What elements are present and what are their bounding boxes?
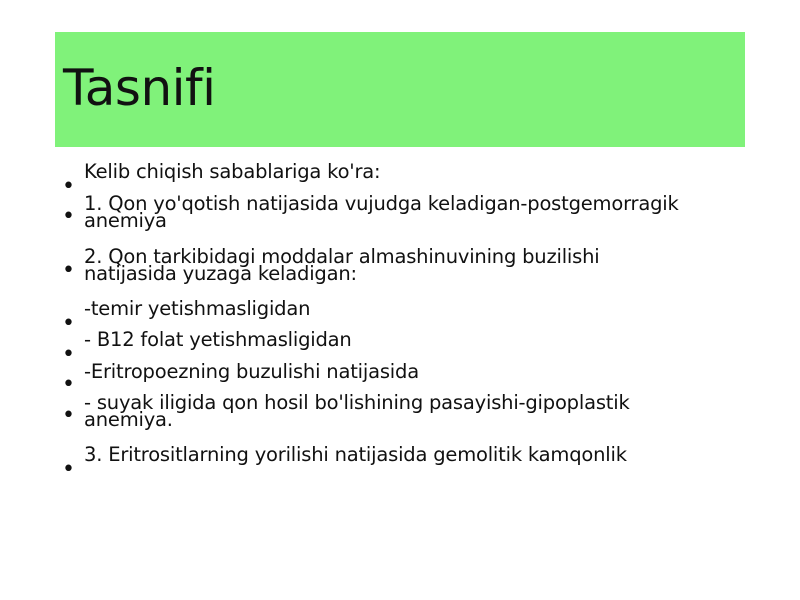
slide-title: Tasnifi — [63, 59, 216, 117]
title-banner — [55, 32, 745, 147]
bullet-marker: • — [62, 204, 75, 229]
bullet-marker: • — [62, 258, 75, 283]
list-item: 3. Eritrositlarning yorilishi natijasida gemolitik kamqonlik — [84, 443, 627, 466]
bullet-marker: • — [62, 311, 75, 336]
bullet-marker: • — [62, 372, 75, 397]
list-item: Kelib chiqish sabablariga ko'ra: — [84, 160, 381, 183]
list-item: 2. Qon tarkibidagi moddalar almashinuvining buzilishi natijasida yuzaga keladigan: — [84, 245, 600, 285]
list-item: - B12 folat yetishmasligidan — [84, 328, 352, 351]
list-item: -temir yetishmasligidan — [84, 297, 311, 320]
bullet-marker: • — [62, 403, 75, 428]
list-item: 1. Qon yo'qotish natijasida vujudga keladigan-postgemorragik anemiya — [84, 192, 679, 232]
bullet-marker: • — [62, 457, 75, 482]
list-item: -Eritropoezning buzulishi natijasida — [84, 360, 419, 383]
bullet-marker: • — [62, 174, 75, 199]
list-item: - suyak iligida qon hosil bo'lishining pasayishi-gipoplastik anemiya. — [84, 391, 630, 431]
bullet-marker: • — [62, 342, 75, 367]
